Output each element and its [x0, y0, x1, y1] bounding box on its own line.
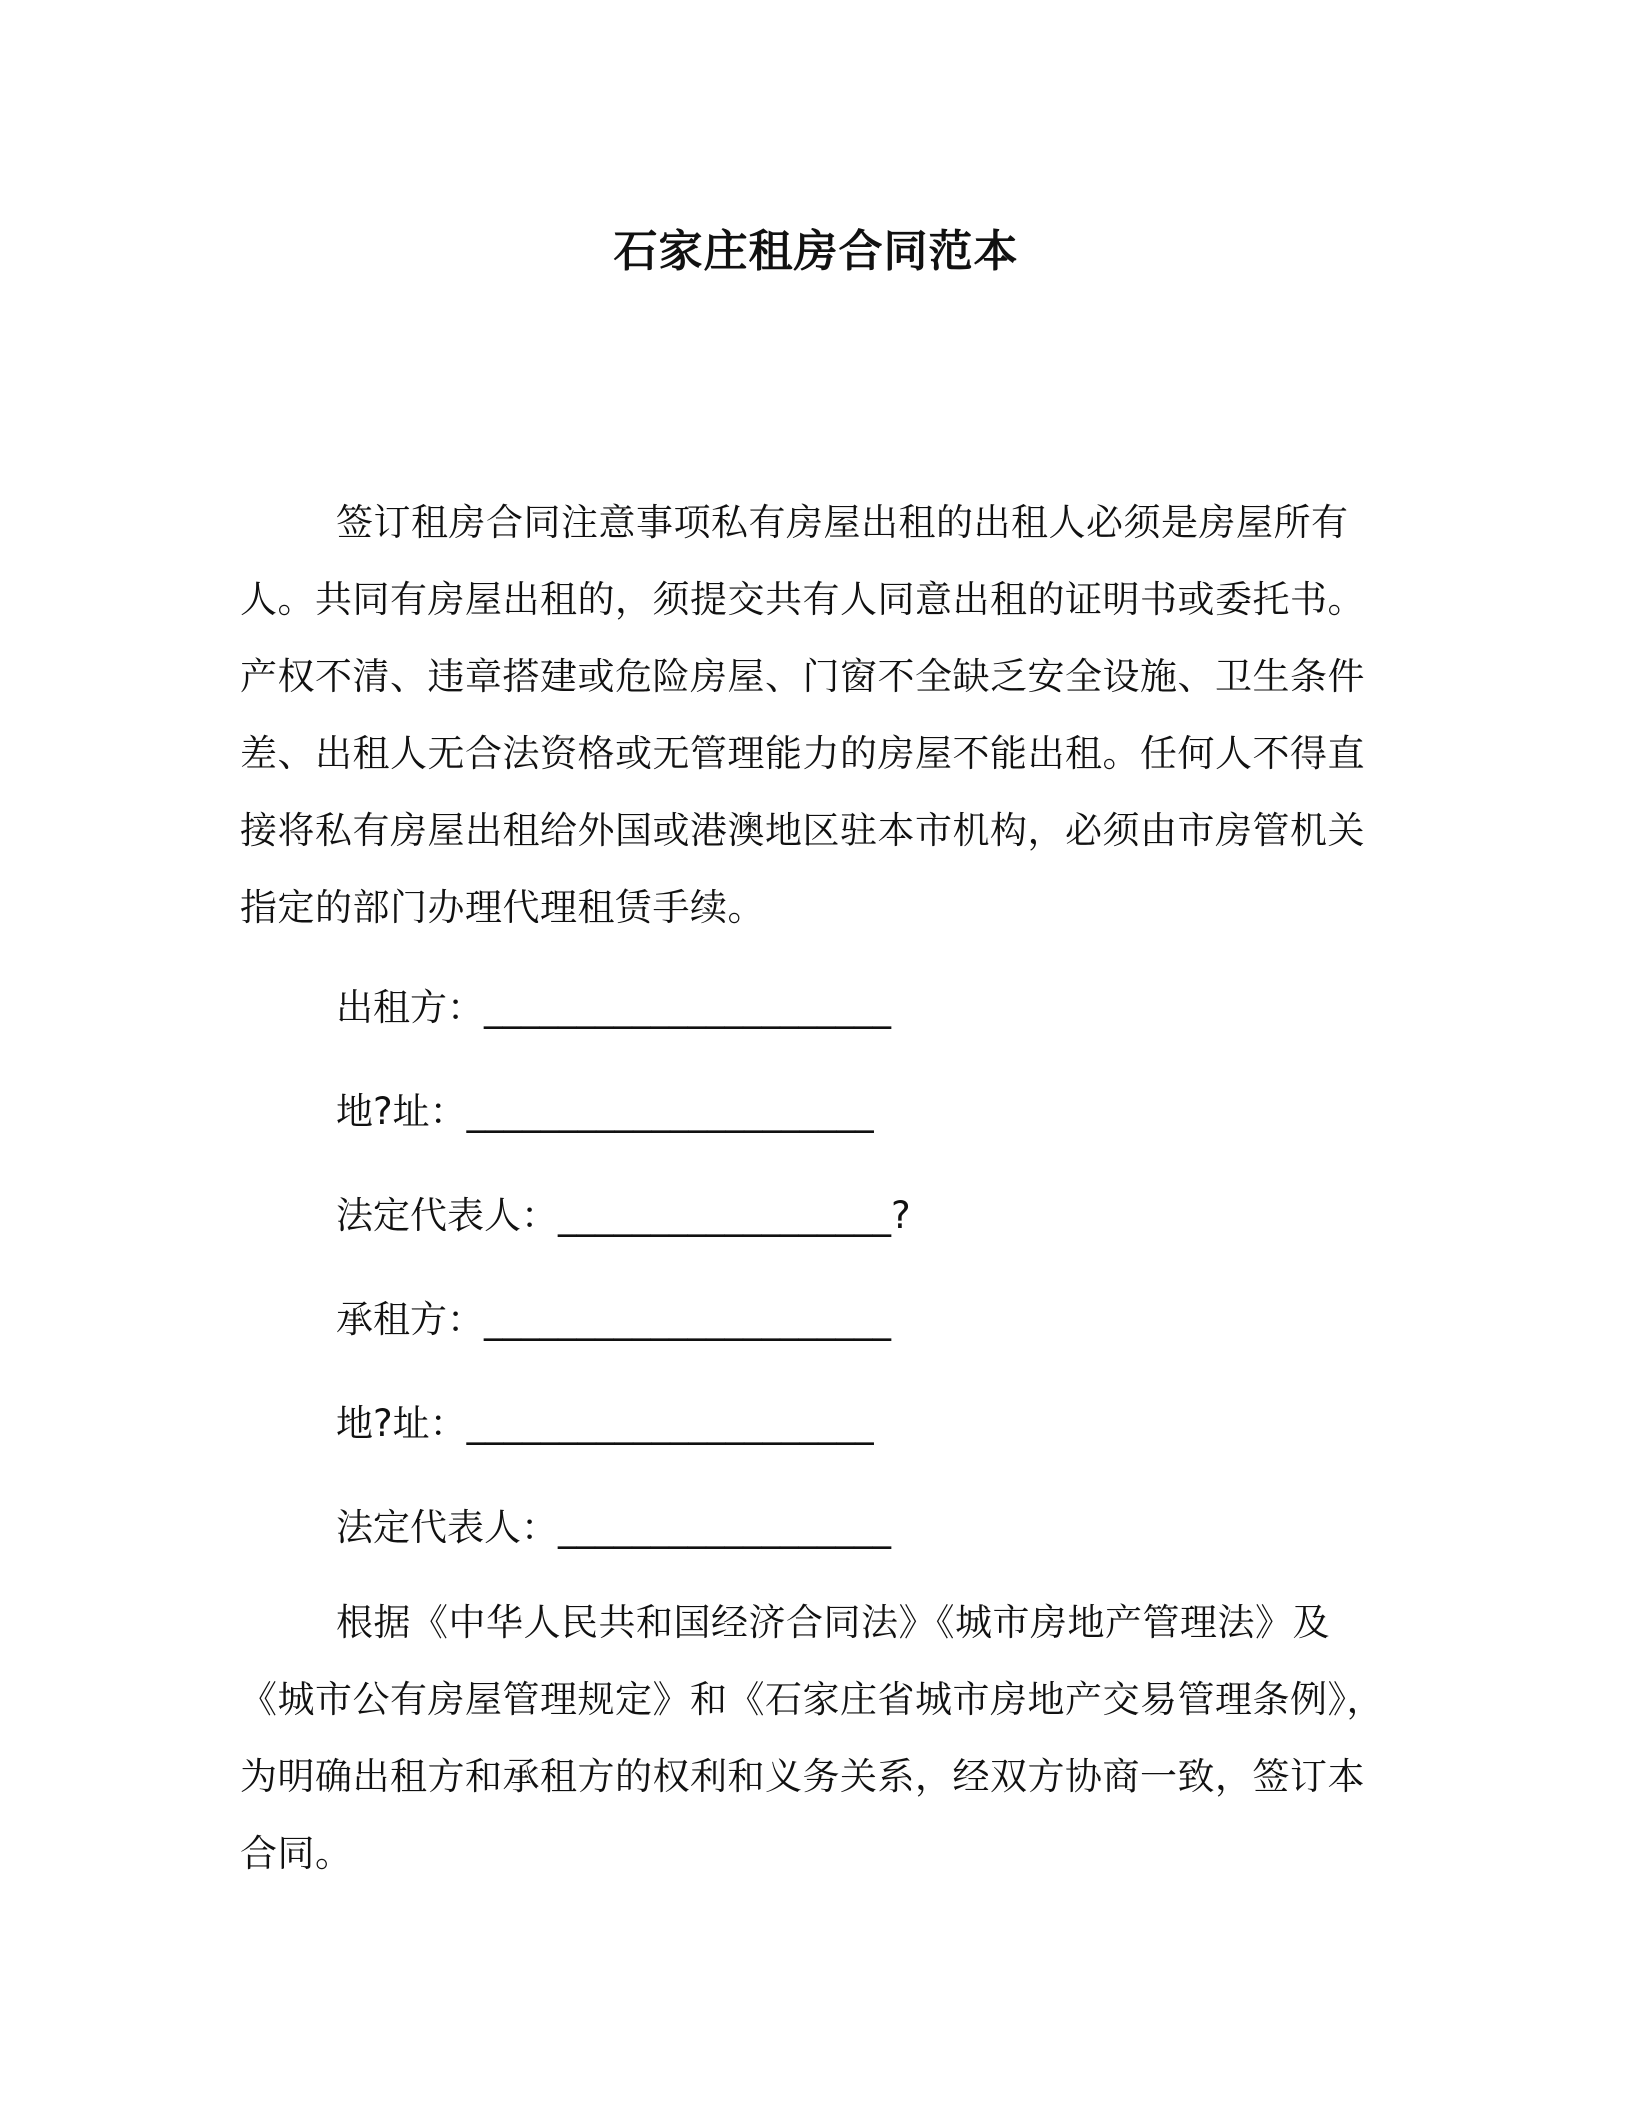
lessee-field: 承租方：______________________ [336, 1298, 891, 1341]
document-title: 石家庄租房合同范本 [613, 226, 1019, 277]
intro-paragraph: 签订租房合同注意事项私有房屋出租的出租人必须是房屋所有人。共同有房屋出租的，须提交共有人同意出租的证明书或委托书。产权不清、违章搭建或危险房屋、门窗不全缺乏安全设施、卫生条件差、出租人无合法资格或无管理能力的房屋不能出租。任何人不得直接将私有房屋出租给外国或港澳地区驻本市机构，必须由市房管机关指定的部门办理代理租赁手续。 [240, 501, 1365, 929]
lessor-field: 出租方：______________________ [336, 986, 891, 1029]
lessee-address-field: 地?址：______________________ [336, 1402, 874, 1445]
legal-basis-paragraph: 根据《中华人民共和国经济合同法》《城市房地产管理法》及《城市公有房屋管理规定》和《石家庄省城市房地产交易管理条例》，为明确出租方和承租方的权利和义务关系，经双方协商一致，签订本合同。 [240, 1601, 1384, 1875]
lessor-address-field: 地?址：______________________ [336, 1090, 874, 1133]
lessee-legal-representative-field: 法定代表人：__________________ [336, 1506, 891, 1549]
lessor-legal-representative-field: 法定代表人：__________________? [336, 1194, 911, 1237]
